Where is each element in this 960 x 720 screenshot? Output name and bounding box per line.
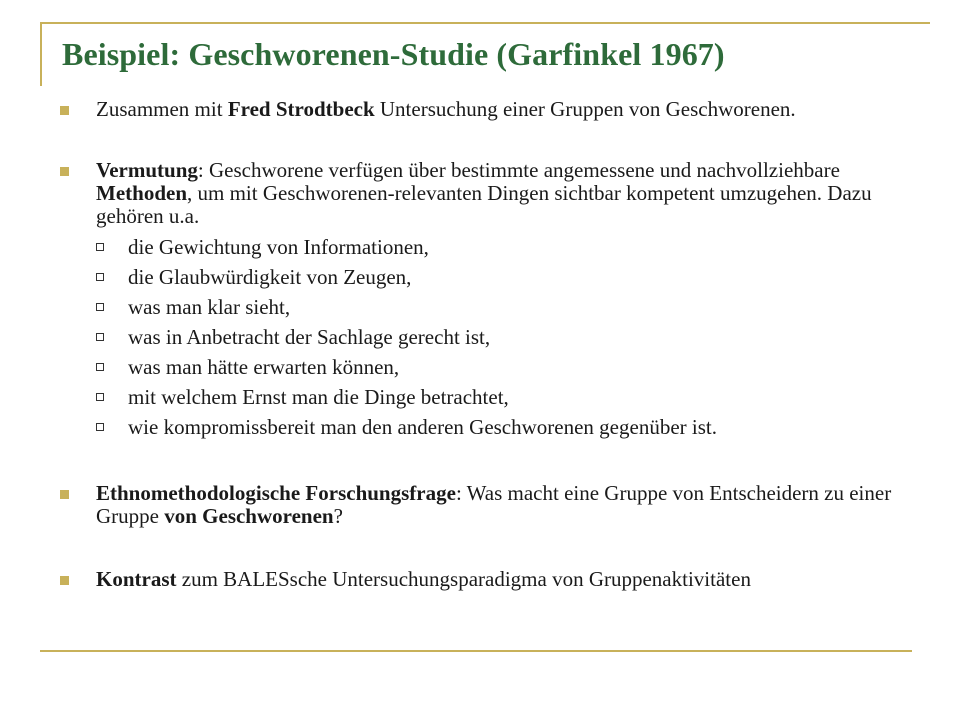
top-rule (40, 22, 930, 24)
bullet-1-bold: Fred Strodtbeck (227, 97, 375, 121)
square-bullet-icon (60, 106, 69, 115)
hollow-square-bullet-icon (96, 423, 104, 431)
bullet-1-text-pre: Zusammen mit (96, 97, 228, 121)
sub-item (58, 232, 918, 262)
bullet-2-text-1: : Geschworene verfügen über bestimmte angemessene und nachvollziehbare (197, 158, 840, 182)
slide-title: Beispiel: Geschworenen-Studie (Garfinkel 1967) (62, 36, 725, 72)
hollow-square-bullet-icon (96, 393, 104, 401)
bullet-3-end: ? (333, 504, 343, 528)
bullet-3-bold-1: Ethnomethodologische Forschungsfrage (96, 481, 456, 505)
sub-item-text: was in Anbetracht der Sachlage gerecht ist, (128, 325, 491, 349)
sub-item-text: mit welchem Ernst man die Dinge betrachtet, (128, 385, 509, 409)
sub-list (58, 232, 918, 442)
hollow-square-bullet-icon (96, 363, 104, 371)
sub-item (58, 262, 918, 292)
hollow-square-bullet-icon (96, 333, 104, 341)
sub-item-text: die Glaubwürdigkeit von Zeugen, (128, 265, 412, 289)
bullet-item-3 (58, 482, 918, 528)
bullet-item-1 (58, 98, 918, 121)
square-bullet-icon (60, 576, 69, 585)
bullet-2-bold-1: Vermutung (96, 158, 198, 182)
sub-item (58, 322, 918, 352)
square-bullet-icon (60, 490, 69, 499)
left-rule (40, 22, 42, 86)
bullet-4-text: zum BALESsche Untersuchungsparadigma von Gruppenaktivitäten (176, 567, 751, 591)
bullet-item-4 (58, 568, 918, 591)
bullet-2-text-2: , um mit Geschworenen-relevanten Dingen sichtbar kompetent umzugehen. Dazu gehören u.a. (96, 181, 872, 228)
square-bullet-icon (60, 167, 69, 176)
sub-item-text: was man hätte erwarten können, (128, 355, 400, 379)
bullet-4-bold: Kontrast (96, 567, 177, 591)
slide-content (58, 98, 918, 591)
bottom-rule (40, 650, 912, 652)
bullet-1-text-post: Untersuchung einer Gruppen von Geschworenen. (374, 97, 796, 121)
sub-item-text: was man klar sieht, (128, 295, 291, 319)
bullet-2-bold-2: Methoden (96, 181, 187, 205)
bullet-3-bold-2: von Geschworenen (164, 504, 334, 528)
hollow-square-bullet-icon (96, 273, 104, 281)
sub-item (58, 412, 918, 442)
hollow-square-bullet-icon (96, 243, 104, 251)
sub-item (58, 292, 918, 322)
sub-item-text: die Gewichtung von Informationen, (128, 235, 429, 259)
sub-item-text: wie kompromissbereit man den anderen Geschworenen gegenüber ist. (128, 415, 717, 439)
sub-item (58, 352, 918, 382)
bullet-3-text: : Was macht eine Gruppe von Entscheidern zu einer Gruppe (96, 481, 892, 528)
bullet-item-2 (58, 159, 918, 228)
hollow-square-bullet-icon (96, 303, 104, 311)
sub-item (58, 382, 918, 412)
